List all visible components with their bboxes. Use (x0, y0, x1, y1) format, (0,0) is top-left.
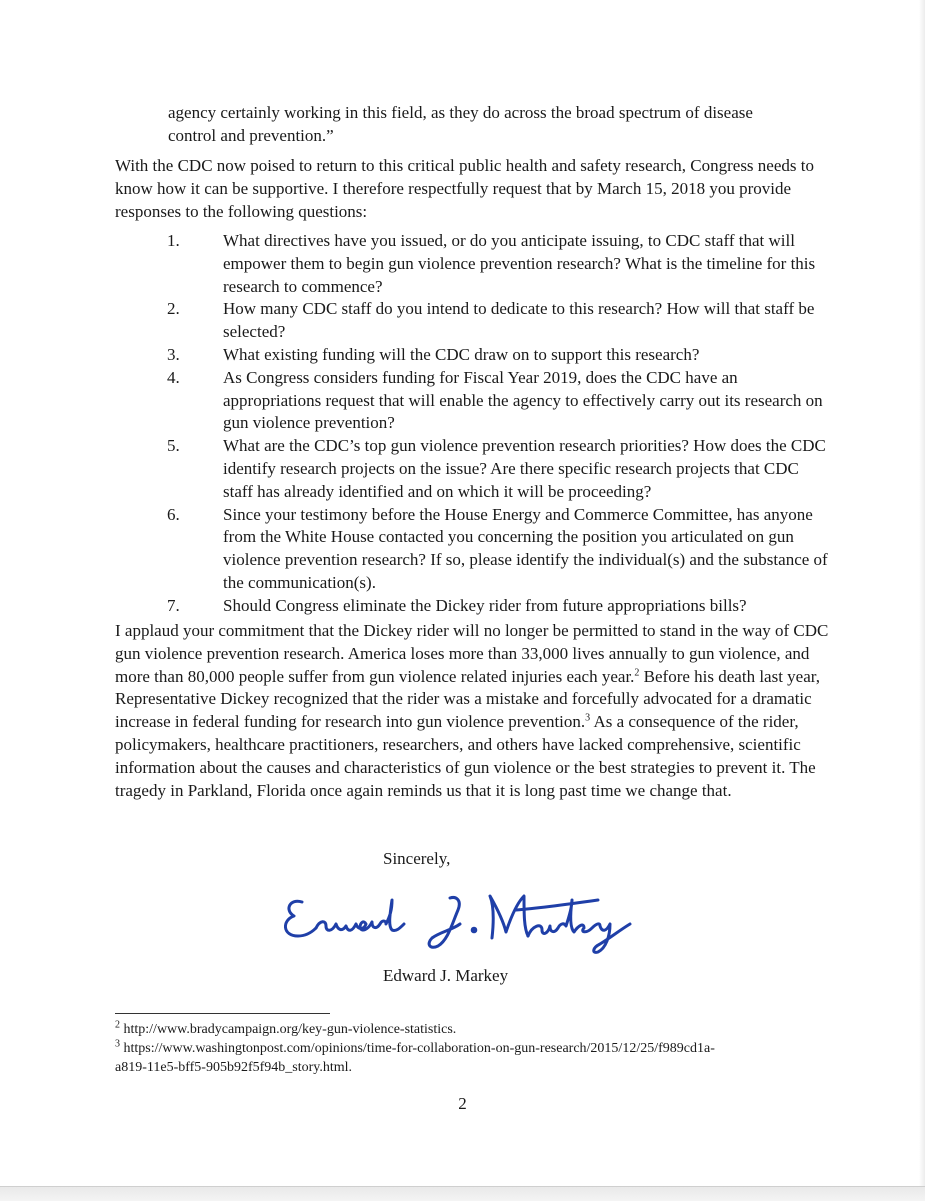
page-edge-shadow (919, 0, 925, 1186)
footnote-ref-2: 2 (634, 666, 640, 678)
closing-paragraph-part2: Before his death last year, Representative Dickey recognized that the rider was a mistake and forcefully advocated for a dramatic increase in federal funding for research into gun violence prevention. (115, 666, 821, 732)
question-text: Since your testimony before the House Energy and Commerce Committee, has anyone from the White House contacted you concerning the position you articulated on gun violence prevention research? If so, please identify the individual(s) and the substance of the communication(s). (223, 504, 828, 592)
footnote-marker: 3 (115, 1038, 120, 1050)
question-item (115, 595, 830, 618)
footnote-ref-3: 3 (585, 712, 591, 724)
signer-name: Edward J. Markey (383, 966, 509, 985)
question-item (115, 344, 830, 367)
question-item (115, 230, 830, 298)
question-number: 7. (167, 595, 180, 615)
footnote-marker: 2 (115, 1019, 120, 1031)
question-text: How many CDC staff do you intend to dedicate to this research? How will that staff be selected? (223, 299, 815, 342)
closing-paragraph-part3: As a consequence of the rider, policymakers, healthcare practitioners, researchers, and others have lacked comprehensive, scientific information about the causes and characteristics of gun violence or the best strategies to prevent it. The tragedy in Parkland, Florida once again reminds us that it is long past time we change that. (115, 712, 816, 800)
handwritten-signature (280, 880, 640, 960)
question-number: 5. (167, 436, 180, 456)
footnote-text: http://www.bradycampaign.org/key-gun-violence-statistics. (120, 1022, 457, 1037)
page-bottom-edge (0, 1186, 925, 1201)
intro-paragraph: With the CDC now poised to return to this critical public health and safety research, Congress needs to know how it can be supportive. I therefore respectfully request that by March 15, 2018 you provide responses to the following questions: (115, 156, 814, 221)
question-item (115, 504, 830, 595)
question-text: Should Congress eliminate the Dickey rider from future appropriations bills? (223, 595, 747, 615)
question-number: 4. (167, 367, 180, 387)
closing-paragraph-part1: I applaud your commitment that the Dickey rider will no longer be permitted to stand in the way of CDC gun violence prevention research. America loses more than 33,000 lives annually to gun violence, and more than 80,000 people suffer from gun violence related injuries each year. (115, 621, 829, 686)
footnote-text: https://www.washingtonpost.com/opinions/time-for-collaboration-on-gun-research/2015/12/25/f989cd1a-a819-11e5-bff5-905b92f5f94b_story.html. (115, 1041, 715, 1075)
question-item (115, 298, 830, 344)
question-number: 6. (167, 504, 180, 524)
question-item (115, 435, 830, 503)
footnote-2 (115, 1020, 715, 1039)
question-number: 1. (167, 231, 180, 250)
question-text: As Congress considers funding for Fiscal Year 2019, does the CDC have an appropriations request that will enable the agency to effectively carry out its research on gun violence prevention? (223, 367, 823, 433)
question-text: What existing funding will the CDC draw on to support this research? (223, 344, 700, 364)
question-text: What are the CDC’s top gun violence prevention research priorities? How does the CDC identify research projects on the issue? Are there specific research projects that CDC staff has already identified and on which it will be proceeding? (223, 436, 826, 501)
footnotes (115, 1020, 715, 1077)
page-number: 2 (458, 1094, 467, 1113)
closing-salutation: Sincerely, (383, 849, 451, 868)
quote-continuation: agency certainly working in this field, as they do across the broad spectrum of disease control and prevention.” (168, 103, 753, 145)
question-text: What directives have you issued, or do you anticipate issuing, to CDC staff that will empower them to begin gun violence prevention research? What is the timeline for this research to commence? (223, 231, 816, 296)
closing-paragraph (115, 620, 830, 802)
questions-list (115, 230, 830, 618)
footnote-divider (115, 1013, 330, 1014)
footnote-3 (115, 1039, 715, 1077)
question-item (115, 367, 830, 435)
question-number: 2. (167, 299, 180, 319)
question-number: 3. (167, 344, 180, 364)
